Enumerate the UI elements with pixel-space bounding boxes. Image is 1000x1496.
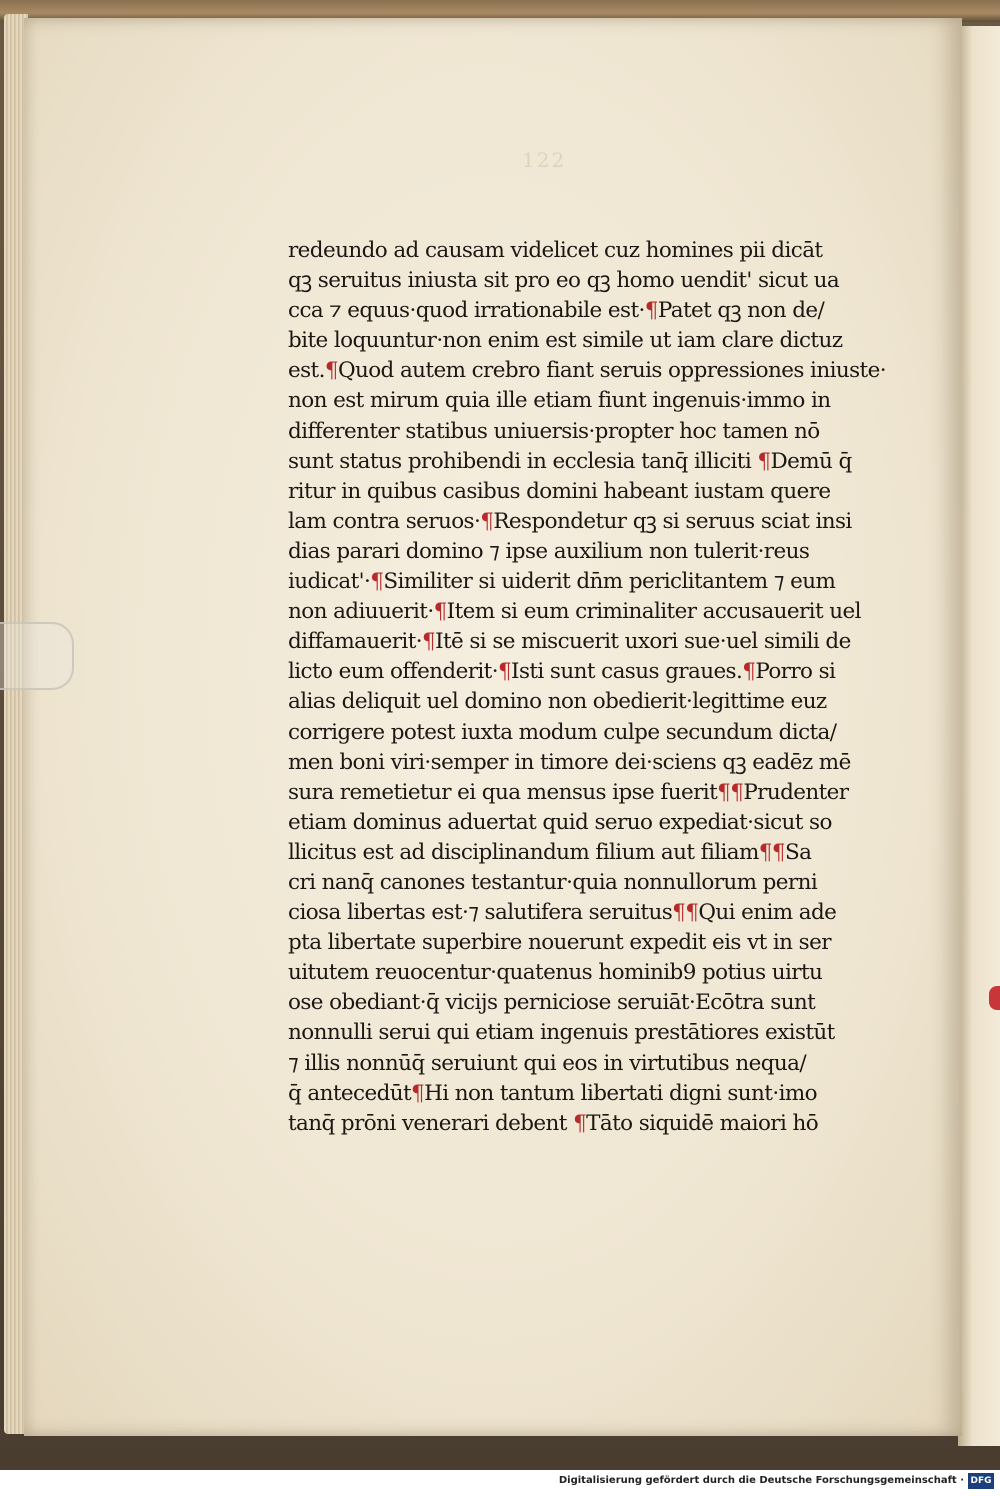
rubric-mark: ¶ bbox=[497, 659, 512, 685]
text-line: cri nanq̄ canones testantur·quia nonnullorum perni bbox=[288, 869, 818, 895]
rubric-mark: ¶ bbox=[573, 1110, 587, 1136]
bookmark-tab bbox=[989, 986, 1000, 1010]
text-line: redeundo ad causam videlicet cuz homines pii dicāt bbox=[288, 238, 823, 263]
footer-bar bbox=[0, 1470, 1000, 1496]
rubric-mark: ¶ bbox=[730, 779, 744, 805]
rubric-mark: ¶ bbox=[717, 779, 731, 805]
text-line: ritur in quibus casibus domini habeant iustam quere bbox=[288, 478, 831, 504]
text-line: ose obediant·q̄ vicijs perniciose seruiāt·Ecōtra sunt bbox=[288, 990, 816, 1016]
rubric-mark: ¶ bbox=[757, 448, 771, 474]
text-line: sura remetietur ei qua mensus ipse fuerit¶¶Prudenter bbox=[288, 779, 849, 805]
text-line: diffamauerit·¶Itē si se miscuerit uxori sue·uel simili de bbox=[288, 629, 851, 655]
text-line: differenter statibus uniuersis·propter hoc tamen nō bbox=[288, 418, 820, 444]
text-line: est.¶Quod autem crebro fiant seruis oppressiones iniuste· bbox=[288, 358, 886, 384]
facing-page-edge bbox=[958, 26, 1000, 1446]
text-line: ciosa libertas est·⁊ salutifera seruitus¶¶Qui enim ade bbox=[288, 900, 837, 926]
rubric-mark: ¶ bbox=[771, 839, 785, 865]
rubric-mark: ¶ bbox=[480, 508, 494, 534]
text-block bbox=[288, 236, 896, 1139]
text-line: nonnulli serui qui etiam ingenuis prestātiores existūt bbox=[288, 1020, 835, 1046]
text-line: corrigere potest iuxta modum culpe secundum dicta/ bbox=[288, 719, 837, 745]
rubric-mark: ¶ bbox=[324, 358, 338, 384]
text-line: men boni viri·semper in timore dei·sciens qꝫ eadēz mē bbox=[288, 749, 851, 775]
rubric-mark: ¶ bbox=[433, 599, 447, 625]
rubric-mark: ¶ bbox=[742, 659, 756, 685]
text-line: q̄ antecedūt¶Hi non tantum libertati digni sunt·imo bbox=[288, 1080, 817, 1106]
funding-credit: Digitalisierung gefördert durch die Deutsche Forschungsgemeinschaft · bbox=[558, 1475, 964, 1486]
text-line: uitutem reuocentur·quatenus hominib9 potius uirtu bbox=[288, 960, 823, 986]
rubric-mark: ¶ bbox=[411, 1080, 425, 1106]
rubric-mark: ¶ bbox=[685, 900, 699, 926]
text-line: cca ⁊ equus·quod irrationabile est·¶Patet qꝫ non de/ bbox=[288, 298, 825, 324]
rubric-mark: ¶ bbox=[758, 839, 772, 865]
text-line: qꝫ seruitus iniusta sit pro eo qꝫ homo uendit' sicut ua bbox=[288, 268, 840, 294]
rubric-mark: ¶ bbox=[421, 629, 436, 655]
text-line: alias deliquit uel domino non obedierit·legittime euz bbox=[288, 689, 827, 715]
dfg-logo: DFG bbox=[968, 1473, 994, 1489]
rubric-mark: ¶ bbox=[644, 298, 658, 324]
text-line: pta libertate superbire nouerunt expedit eis vt in ser bbox=[288, 930, 831, 956]
text-line: dias parari domino ⁊ ipse auxilium non tulerit·reus bbox=[288, 538, 810, 564]
text-line: sunt status prohibendi in ecclesia tanq̄ illiciti ¶Demū q̄ bbox=[288, 448, 852, 474]
text-line: ⁊ illis nonnūq̄ seruiunt qui eos in virtutibus nequa/ bbox=[288, 1050, 806, 1076]
rubric-mark: ¶ bbox=[370, 569, 384, 595]
text-line: bite loquuntur·non enim est simile ut iam clare dictuz bbox=[288, 328, 843, 354]
page-clip bbox=[0, 622, 74, 690]
text-line: iudicat'·¶Similiter si uiderit dn̄m periclitantem ⁊ eum bbox=[288, 569, 836, 595]
page-number: 122 bbox=[522, 148, 567, 172]
text-line: llicitus est ad disciplinandum filium aut filiam¶¶Sa bbox=[288, 839, 812, 865]
text-line: etiam dominus aduertat quid seruo expediat·sicut so bbox=[288, 809, 832, 835]
rubric-mark: ¶ bbox=[672, 900, 686, 926]
text-line: tanq̄ prōni venerari debent ¶Tāto siquidē maiori hō bbox=[288, 1110, 819, 1136]
text-line: lam contra seruos·¶Respondetur qꝫ si seruus sciat insi bbox=[288, 508, 852, 534]
text-line: non adiuuerit·¶Item si eum criminaliter accusauerit uel bbox=[288, 599, 861, 625]
text-line: licto eum offenderit·¶Isti sunt casus graues.¶Porro si bbox=[288, 659, 836, 685]
text-line: non est mirum quia ille etiam fiunt ingenuis·immo in bbox=[288, 388, 831, 414]
